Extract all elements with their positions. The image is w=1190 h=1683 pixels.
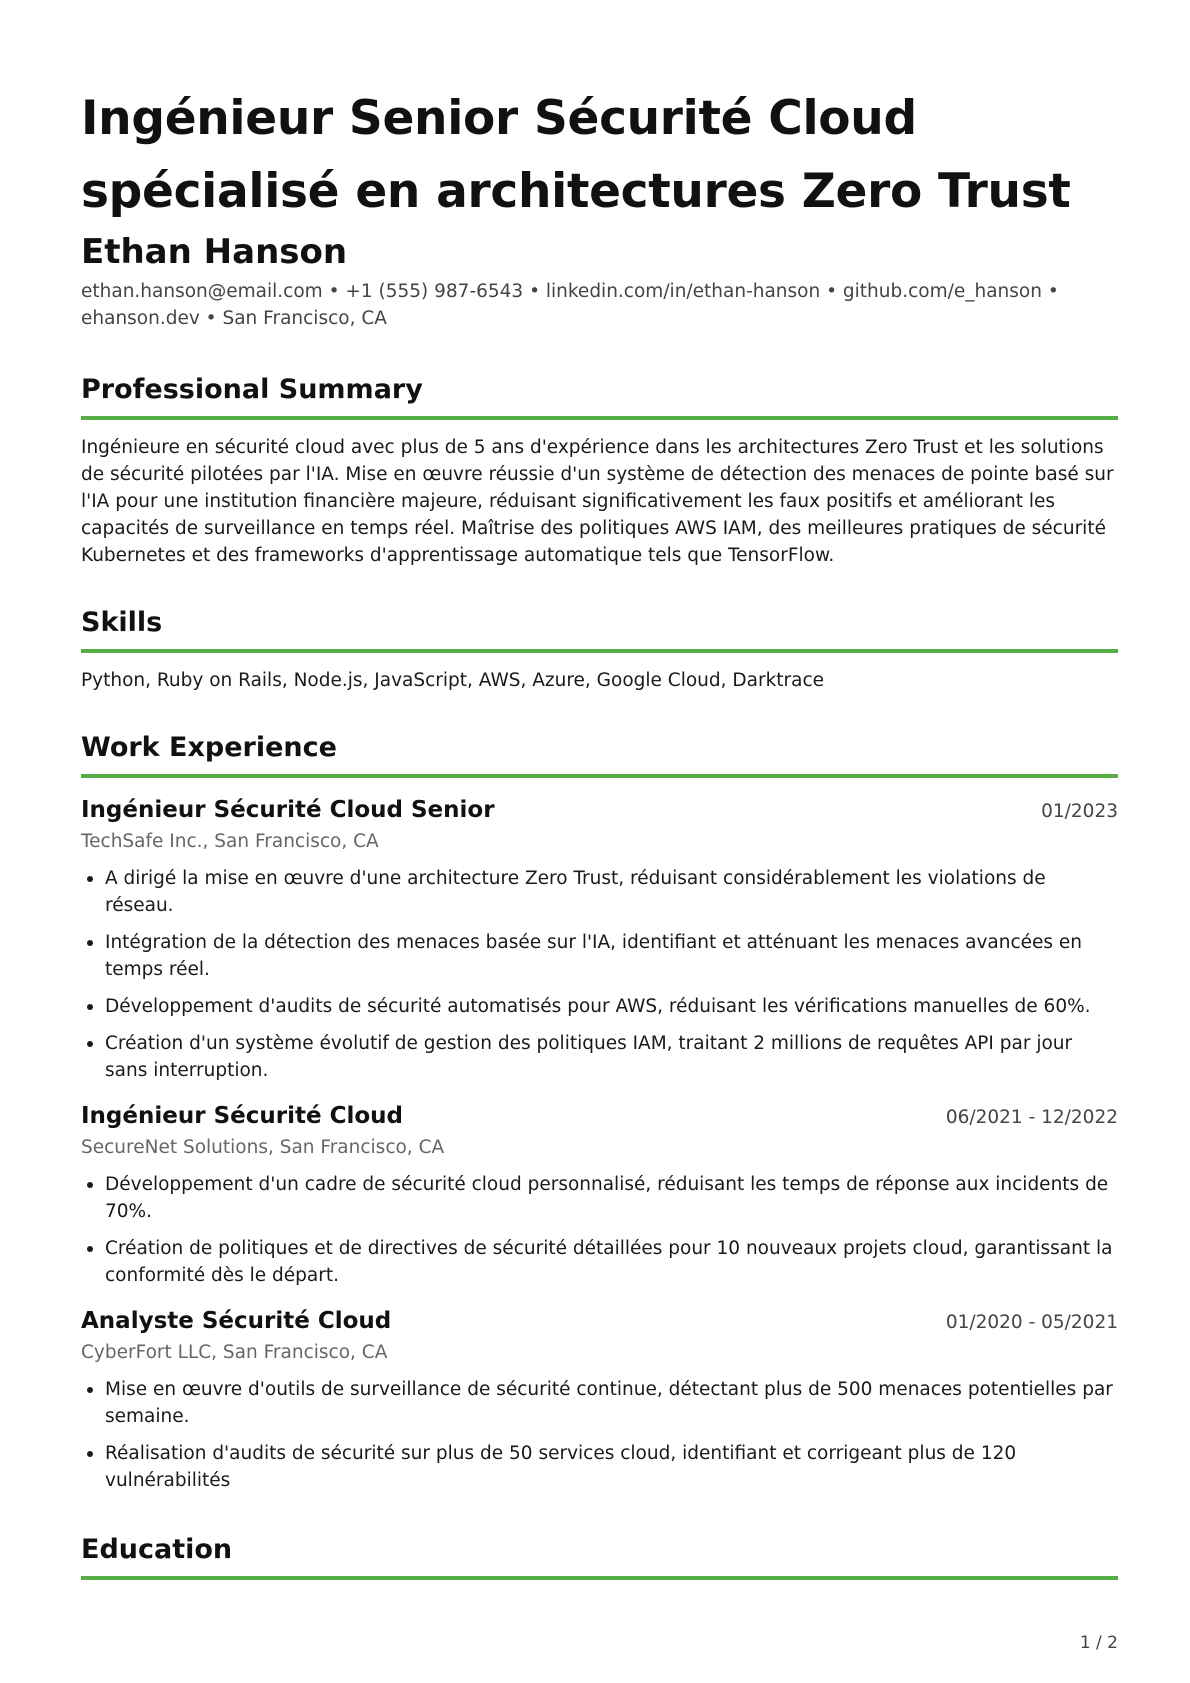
job-dates: 06/2021 - 12/2022: [945, 1107, 1118, 1128]
job-entry: [81, 1100, 1118, 1289]
bullet-item: [81, 929, 1118, 983]
bullet-dot-icon: [87, 940, 93, 946]
bullet-item: [81, 1171, 1118, 1225]
contact-line-2: ehanson.dev • San Francisco, CA: [81, 308, 387, 329]
job-bullets: [81, 1376, 1118, 1494]
summary-section: [81, 372, 1118, 569]
bullet-dot-icon: [87, 1004, 93, 1010]
bullet-dot-icon: [87, 1182, 93, 1188]
job-title: Analyste Sécurité Cloud: [81, 1308, 392, 1334]
bullet-text: Réalisation d'audits de sécurité sur plus de 50 services cloud, identifiant et corrigeant plus de 120 vulnérabilités: [105, 1443, 1017, 1491]
headline-line-2: spécialisé en architectures Zero Trust: [81, 164, 1071, 219]
page-number: 1 / 2: [1079, 1633, 1118, 1653]
job-company: CyberFort LLC, San Francisco, CA: [81, 1342, 388, 1363]
job-bullets: [81, 865, 1118, 1084]
candidate-name: Ethan Hanson: [81, 232, 348, 272]
education-heading: Education: [81, 1532, 1118, 1580]
bullet-dot-icon: [87, 876, 93, 882]
experience-heading: Work Experience: [81, 730, 1118, 778]
skills-text: Python, Ruby on Rails, Node.js, JavaScript, AWS, Azure, Google Cloud, Darktrace: [81, 670, 825, 691]
bullet-dot-icon: [87, 1246, 93, 1252]
job-header: [81, 1305, 1118, 1337]
bullet-text: Intégration de la détection des menaces basée sur l'IA, identifiant et atténuant les menaces avancées en temps réel.: [105, 932, 1083, 980]
job-dates: 01/2020 - 05/2021: [945, 1312, 1118, 1333]
bullet-dot-icon: [87, 1387, 93, 1393]
resume-page: [81, 82, 1118, 1580]
job-dates: 01/2023: [1041, 801, 1118, 822]
headline-line-1: Ingénieur Senior Sécurité Cloud: [81, 91, 917, 146]
resume-headline: [81, 82, 1118, 228]
skills-section: [81, 605, 1118, 694]
summary-text: Ingénieure en sécurité cloud avec plus de 5 ans d'expérience dans les architectures Zero Trust et les solutions de sécurité pilotées par l'IA. Mise en œuvre réussie d'un système de détection des menaces de pointe basé sur l'IA pour une institution financière majeure, réduisant significativement les faux positifs et améliorant les capacités de surveillance en temps réel. Maîtrise des politiques AWS IAM, des meilleures pratiques de sécurité Kubernetes et des frameworks d'apprentissage automatique tels que TensorFlow.: [81, 437, 1114, 566]
job-entry: [81, 1305, 1118, 1494]
job-bullets: [81, 1171, 1118, 1289]
bullet-text: Mise en œuvre d'outils de surveillance de sécurité continue, détectant plus de 500 menaces potentielles par semaine.: [105, 1379, 1113, 1427]
experience-section: [81, 730, 1118, 1494]
job-company: SecureNet Solutions, San Francisco, CA: [81, 1137, 445, 1158]
bullet-dot-icon: [87, 1451, 93, 1457]
bullet-item: [81, 865, 1118, 919]
bullet-text: Développement d'un cadre de sécurité cloud personnalisé, réduisant les temps de réponse aux incidents de 70%.: [105, 1174, 1109, 1222]
contact-info: [81, 278, 1118, 332]
bullet-dot-icon: [87, 1041, 93, 1047]
job-title: Ingénieur Sécurité Cloud: [81, 1103, 403, 1129]
education-section: [81, 1532, 1118, 1580]
bullet-item: [81, 1376, 1118, 1430]
job-list: [81, 794, 1118, 1494]
job-header: [81, 794, 1118, 826]
bullet-text: Création d'un système évolutif de gestion des politiques IAM, traitant 2 millions de requêtes API par jour sans interruption.: [105, 1033, 1073, 1081]
job-title: Ingénieur Sécurité Cloud Senior: [81, 797, 495, 823]
job-company: TechSafe Inc., San Francisco, CA: [81, 831, 379, 852]
bullet-item: [81, 1440, 1118, 1494]
bullet-text: Création de politiques et de directives de sécurité détaillées pour 10 nouveaux projets cloud, garantissant la conformité dès le départ.: [105, 1238, 1113, 1286]
job-header: [81, 1100, 1118, 1132]
bullet-item: [81, 1235, 1118, 1289]
resume-header: [81, 82, 1118, 332]
summary-heading: Professional Summary: [81, 372, 1118, 420]
contact-line-1: ethan.hanson@email.com • +1 (555) 987-6543 • linkedin.com/in/ethan-hanson • github.com/e_hanson •: [81, 281, 1059, 302]
skills-heading: Skills: [81, 605, 1118, 653]
bullet-text: Développement d'audits de sécurité automatisés pour AWS, réduisant les vérifications manuelles de 60%.: [105, 996, 1091, 1017]
bullet-item: [81, 1030, 1118, 1084]
bullet-item: [81, 993, 1118, 1020]
job-entry: [81, 794, 1118, 1084]
bullet-text: A dirigé la mise en œuvre d'une architecture Zero Trust, réduisant considérablement les violations de réseau.: [105, 868, 1046, 916]
